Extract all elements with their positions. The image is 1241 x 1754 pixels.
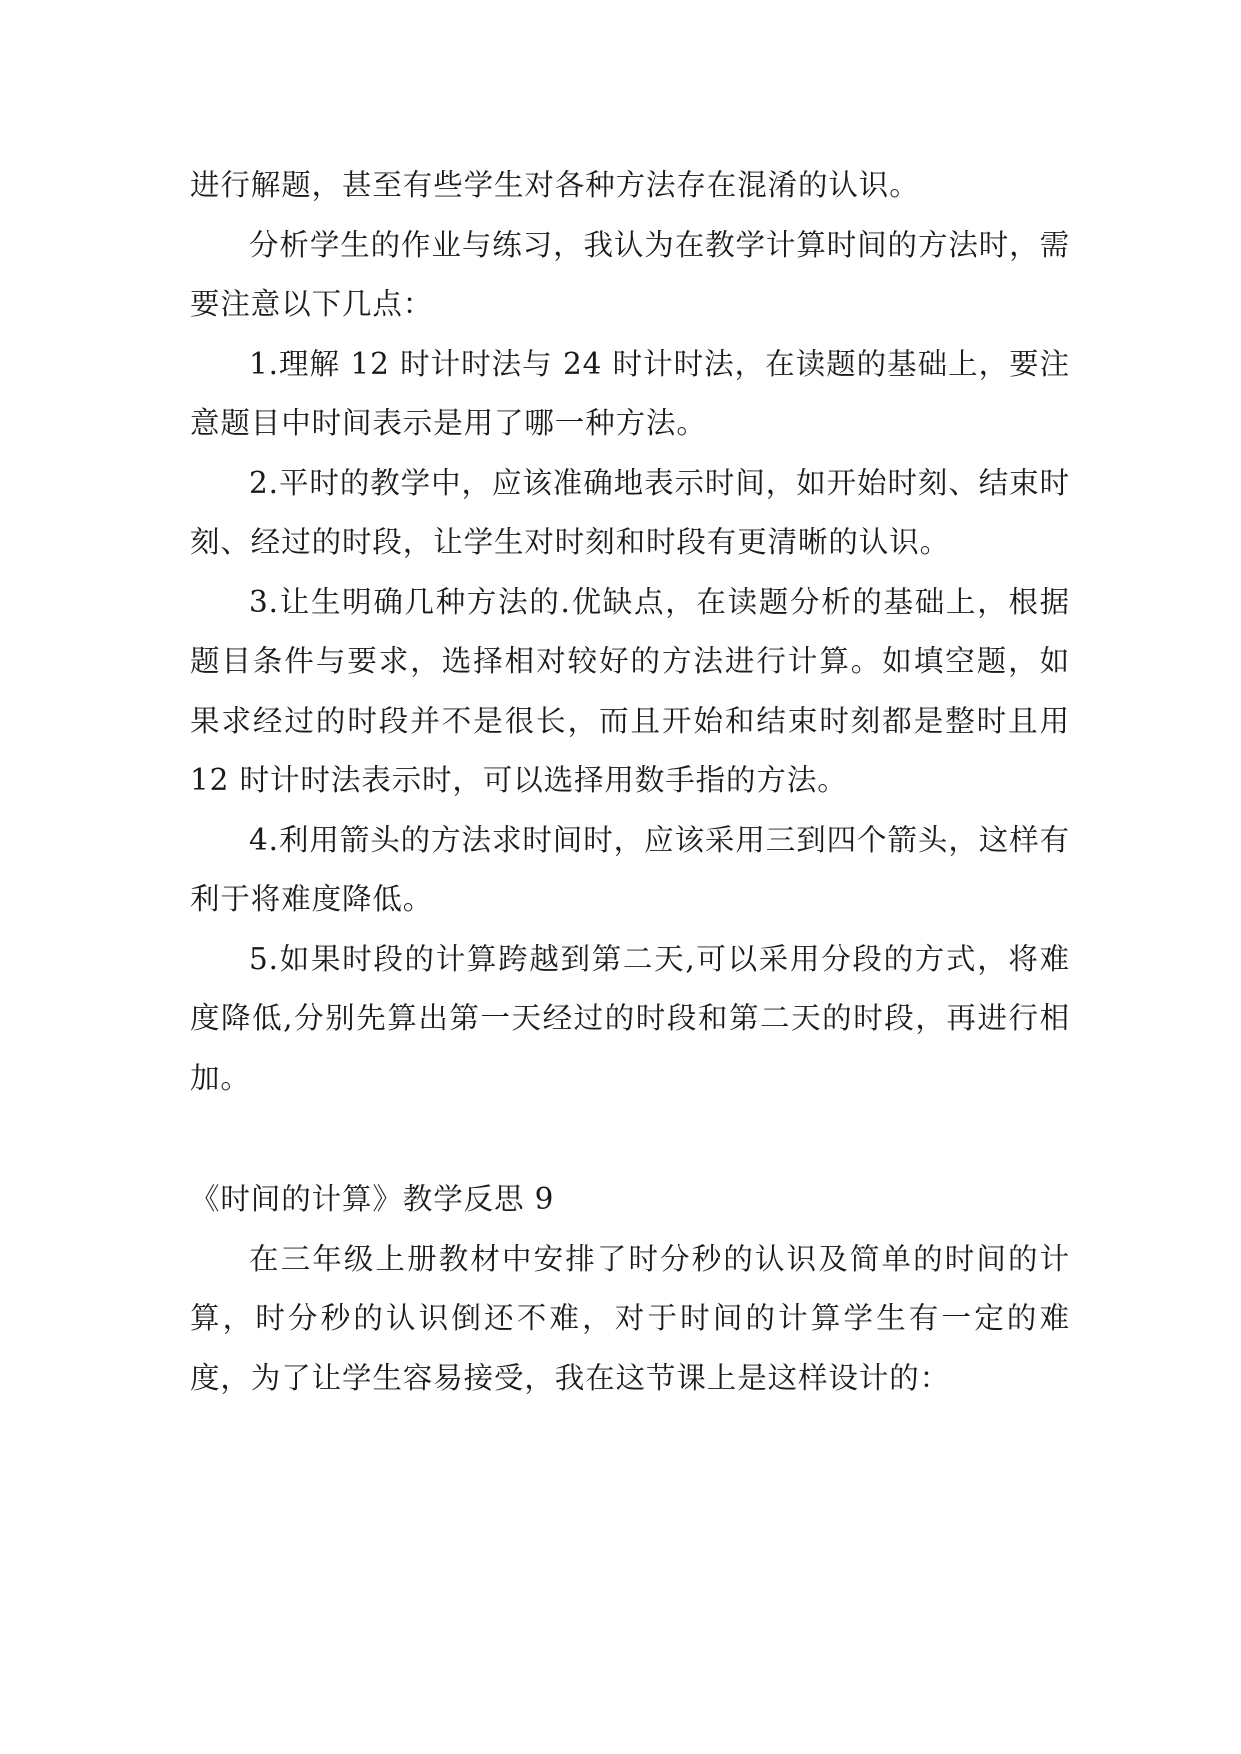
- list-item-3: 3.让生明确几种方法的.优缺点，在读题分析的基础上，根据题目条件与要求，选择相对较好的方法进行计算。如填空题，如果求经过的时段并不是很长，而且开始和结束时刻都是整时且用 12 时计时法表示时，可以选择用数手指的方法。: [190, 584, 1070, 797]
- list-item-4: 4.利用箭头的方法求时间时，应该采用三到四个箭头，这样有利于将难度降低。: [190, 822, 1070, 916]
- list-item-5: 5.如果时段的计算跨越到第二天,可以采用分段的方式，将难度降低,分别先算出第一天经过的时段和第二天的时段，再进行相加。: [190, 941, 1070, 1095]
- document-body: [190, 156, 1070, 1408]
- section-spacer: [190, 1108, 1070, 1170]
- list-item-1: 1.理解 12 时计时法与 24 时计时法，在读题的基础上，要注意题目中时间表示是用了哪一种方法。: [190, 346, 1070, 440]
- section-paragraph: 在三年级上册教材中安排了时分秒的认识及简单的时间的计算，时分秒的认识倒还不难，对于时间的计算学生有一定的难度，为了让学生容易接受，我在这节课上是这样设计的：: [190, 1241, 1070, 1395]
- paragraph-analysis-intro: 分析学生的作业与练习，我认为在教学计算时间的方法时，需要注意以下几点：: [190, 227, 1070, 321]
- section-title: 《时间的计算》教学反思 9: [190, 1182, 555, 1216]
- paragraph-continuation: 进行解题，甚至有些学生对各种方法存在混淆的认识。: [190, 168, 920, 202]
- list-item-2: 2.平时的教学中，应该准确地表示时间，如开始时刻、结束时刻、经过的时段，让学生对时刻和时段有更清晰的认识。: [190, 465, 1070, 559]
